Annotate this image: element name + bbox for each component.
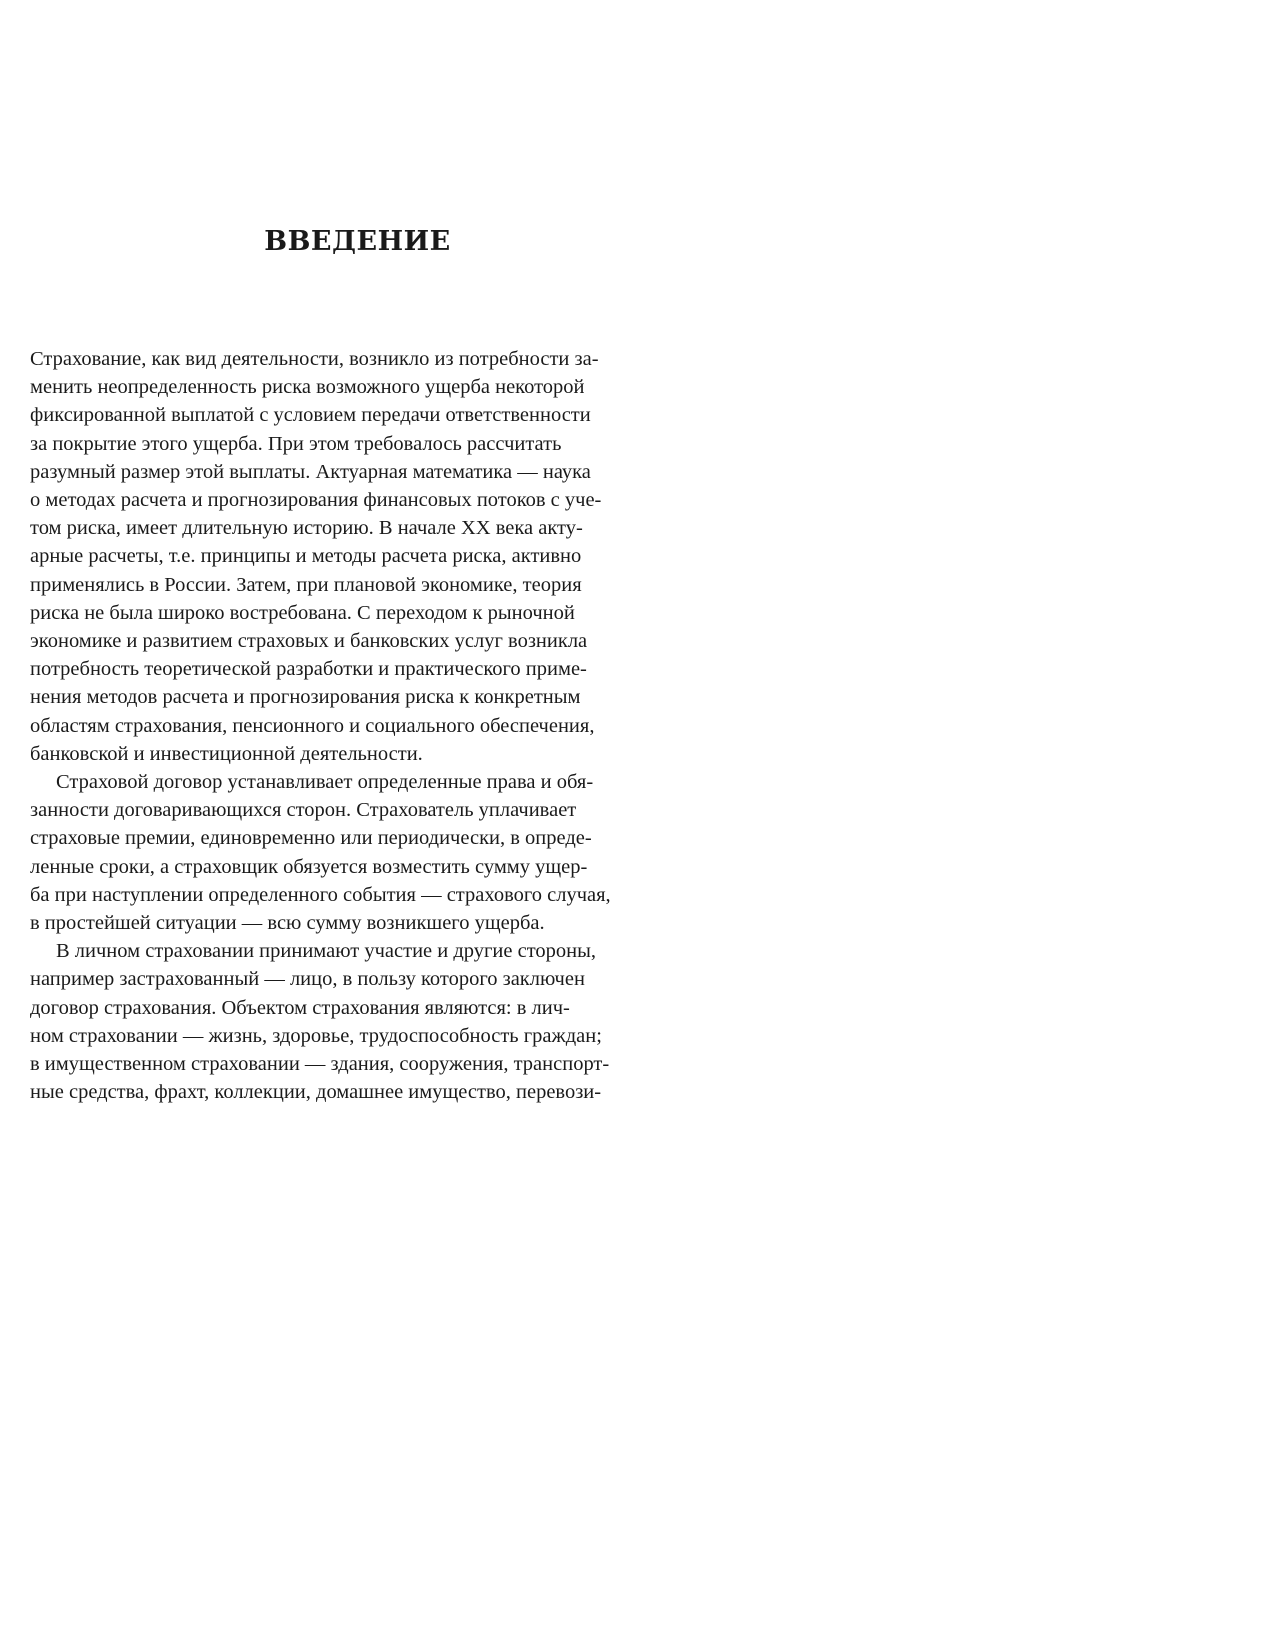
text-line: потребность теоретической разработки и практического приме- [30,658,587,681]
text-line: применялись в России. Затем, при плановой экономике, теория [30,573,582,596]
text-line: В личном страховании принимают участие и другие стороны, [56,940,597,963]
text-line: в имущественном страховании — здания, сооружения, транспорт- [30,1053,610,1076]
text-line: за покрытие этого ущерба. При этом требовалось рассчитать [30,432,562,455]
text-line: ба при наступлении определенного события — страхового случая, [30,883,611,906]
text-line: в простейшей ситуации — всю сумму возникшего ущерба. [30,912,545,935]
text-line: страховые премии, единовременно или периодически, в опреде- [30,827,592,850]
text-line: ные средства, фрахт, коллекции, домашнее имущество, перевози- [30,1081,602,1104]
text-line: ном страховании — жизнь, здоровье, трудоспособность граждан; [30,1024,602,1047]
text-line: Страхование, как вид деятельности, возникло из потребности за- [30,348,599,370]
text-line: фиксированной выплатой с условием передачи ответственности [30,404,591,427]
text-line: разумный размер этой выплаты. Актуарная математика — наука [30,460,591,483]
text-line: областям страхования, пенсионного и социального обеспечения, [30,714,595,737]
text-line: о методах расчета и прогнозирования финансовых потоков с уче- [30,489,602,512]
text-line: ленные сроки, а страховщик обязуется возместить сумму ущер- [30,855,588,878]
text-line: риска не была широко востребована. С переходом к рыночной [30,601,575,624]
text-line: занности договаривающихся сторон. Страхователь уплачивает [30,799,577,822]
text-line: менить неопределенность риска возможного ущерба некоторой [30,376,585,399]
text-line: нения методов расчета и прогнозирования риска к конкретным [30,686,581,709]
text-line: договор страхования. Объектом страхования являются: в лич- [30,996,570,1019]
text-line: банковской и инвестиционной деятельности. [30,742,423,765]
paragraph-2 [30,768,688,937]
page-title: ВВЕДЕНИЕ [264,226,451,257]
body-text [30,345,688,1106]
text-line: том риска, имеет длительную историю. В начале XX века акту- [30,517,583,540]
paragraph-3 [30,937,688,1106]
text-line: Страховой договор устанавливает определенные права и обя- [56,771,594,794]
text-line: экономике и развитием страховых и банковских услуг возникла [30,630,588,653]
paragraph-1 [30,345,688,768]
text-line: например застрахованный — лицо, в пользу которого заключен [30,968,585,991]
text-line: арные расчеты, т.е. принципы и методы расчета риска, активно [30,545,582,568]
